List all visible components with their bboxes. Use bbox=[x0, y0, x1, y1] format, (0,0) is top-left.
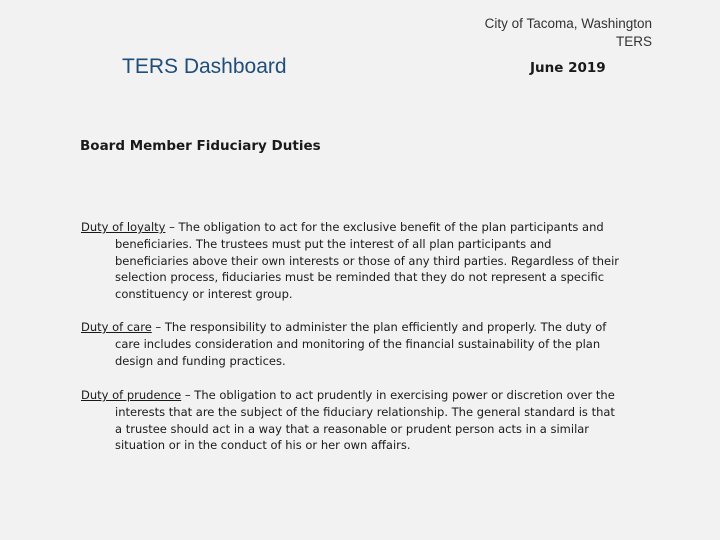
duty-loyalty-paragraph bbox=[81, 219, 624, 303]
duty-separator: – bbox=[165, 220, 179, 234]
duty-prudence-description: The obligation to act prudently in exercising power or discretion over the interests that are the subject of the fiduciary relationship. The general standard is that a trustee should act in a way that a reasonable or prudent person acts in a similar situation or in the conduct of his or her own affairs. bbox=[115, 388, 615, 453]
organization-name bbox=[485, 15, 652, 51]
duty-care-paragraph bbox=[81, 319, 624, 369]
report-date: June 2019 bbox=[530, 60, 606, 76]
duty-separator: – bbox=[181, 388, 195, 402]
organization-city: City of Tacoma, Washington bbox=[484, 16, 652, 31]
section-heading: Board Member Fiduciary Duties bbox=[80, 138, 321, 154]
duty-loyalty-description: The obligation to act for the exclusive benefit of the plan participants and beneficiaries. The trustees must put the interest of all plan participants and beneficiaries above their own interests or those of any third parties. Regardless of their selection process, fiduciaries must be reminded that they do not represent a specific constituency or interest group. bbox=[115, 220, 620, 302]
duty-loyalty-term: Duty of loyalty bbox=[81, 220, 166, 234]
duty-prudence-paragraph bbox=[81, 387, 624, 454]
duty-prudence-term: Duty of prudence bbox=[81, 388, 182, 402]
organization-system: TERS bbox=[615, 34, 652, 49]
page-title: TERS Dashboard bbox=[122, 55, 287, 78]
duty-separator: – bbox=[151, 320, 165, 334]
duty-care-term: Duty of care bbox=[81, 320, 152, 334]
duty-care-description: The responsibility to administer the plan efficiently and properly. The duty of care includes consideration and monitoring of the financial sustainability of the plan design and funding practices. bbox=[115, 320, 607, 368]
